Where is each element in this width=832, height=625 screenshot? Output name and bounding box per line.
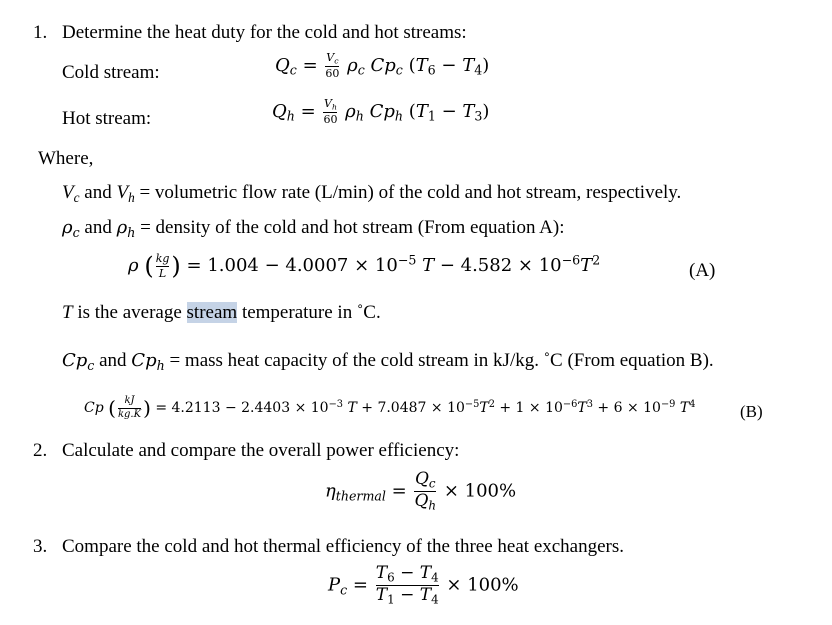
item-1-text: Determine the heat duty for the cold and hot streams:	[62, 22, 467, 43]
item-2	[33, 440, 459, 462]
definition-volumetric-flow-text: = volumetric flow rate (L/min) of the cold and hot stream, respectively.	[134, 182, 682, 203]
equation-a-rhs: = 1.004 − 4.0007 × 10	[186, 255, 398, 276]
pc-equation: $P_c$ = $\frac{T_6 - T_4}{T_1 - T_4}$ × 100%	[328, 563, 519, 607]
definition-volumetric-flow: $V_c$ and $V_h$ = volumetric flow rate (L/min) of the cold and hot stream, respectively.	[62, 182, 682, 205]
item-2-number: 2.	[33, 440, 48, 461]
equation-a-label: (A)	[689, 260, 716, 281]
cold-stream-equation: $Q_c$ = $\frac{V_c}{60}$ $\rho_c$ $Cp_c$ $(T_6 - T_4)$	[275, 51, 490, 81]
t-avg-pre: is the average	[72, 302, 187, 323]
equation-b-label: (B)	[740, 402, 763, 421]
pc-multiplier: × 100%	[446, 574, 519, 596]
cold-stream-label: Cold stream:	[62, 62, 160, 83]
highlighted-word: stream	[186, 302, 238, 323]
where-label: Where,	[38, 148, 94, 169]
efficiency-multiplier: × 100%	[443, 480, 517, 502]
efficiency-equation: $\eta_{thermal}$ = $\frac{Q_c}{Q_h}$ × 100%	[325, 469, 517, 513]
equation-b: Cp ( $\frac{kJ}{kg.K}$ ) = $4.2113 - 2.4403 \times 10^{-3}$ $T + 7.0487 \times 10^{-5}T^2 + 1 \times 10^{-6}T^3 + 6 \times 10^{-9}$ $T^4$	[84, 395, 696, 420]
item-1	[33, 22, 467, 44]
definition-density: $\rho_c$ and $\rho_h$ = density of the cold and hot stream (From equation A):	[62, 217, 565, 240]
item-3-number: 3.	[33, 536, 48, 557]
hot-stream-label: Hot stream:	[62, 108, 152, 129]
average-temperature-definition: T is the average stream temperature in ˚C.	[62, 302, 381, 323]
item-1-number: 1.	[33, 22, 48, 43]
equation-a: ρ ( $\frac{kg}{L}$ ) = $1.004 - 4.0007 \times 10^{-5}$ $T - 4.582 \times 10^{-6}T^2$	[128, 251, 601, 280]
definition-heat-capacity-text: = mass heat capacity of the cold stream in kJ/kg. ˚C (From equation B).	[164, 350, 714, 371]
definition-density-text: = density of the cold and hot stream (From equation A):	[135, 217, 565, 238]
t-avg-post: temperature in ˚C.	[237, 302, 381, 323]
hot-stream-equation: $Q_h$ = $\frac{V_h}{60}$ $\rho_h$ $Cp_h$ $(T_1 - T_3)$	[272, 97, 490, 127]
definition-heat-capacity: $Cp_c$ and $Cp_h$ = mass heat capacity of the cold stream in kJ/kg. ˚C (From equation B).	[62, 350, 714, 373]
item-3-text: Compare the cold and hot thermal efficiency of the three heat exchangers.	[62, 536, 625, 557]
item-3	[33, 536, 624, 558]
item-2-text: Calculate and compare the overall power efficiency:	[62, 440, 460, 461]
